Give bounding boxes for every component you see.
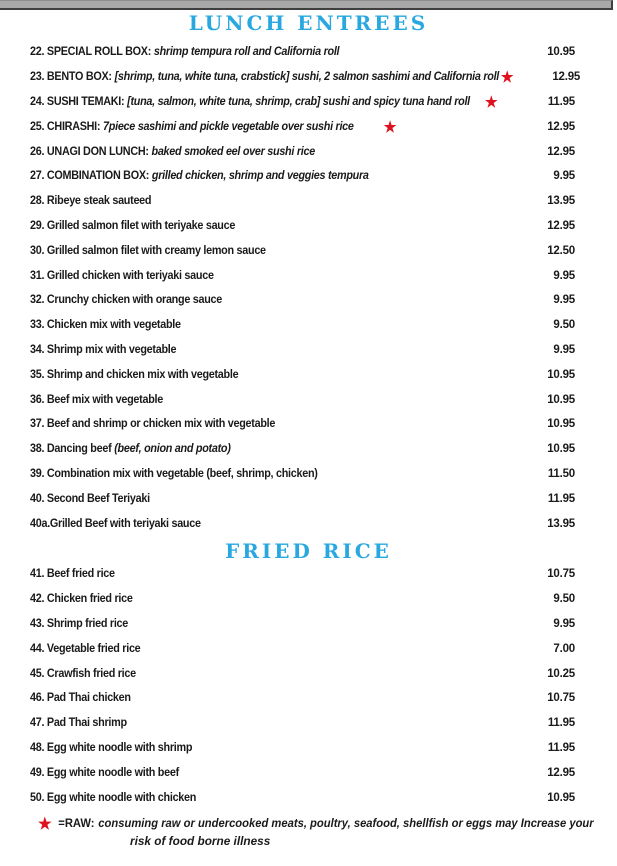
menu-item-text [30,245,508,257]
menu-item-price: 9.95 [553,269,575,282]
menu-item-row [30,437,575,462]
menu-item-text [30,118,508,136]
menu-item-row [30,612,575,637]
raw-footnote [38,815,597,849]
menu-item-row [30,462,575,487]
menu-item-name: 36. Beef mix with vegetable [30,393,163,406]
menu-item-price: 9.95 [553,617,575,630]
menu-item-text [30,692,508,704]
menu-item-row [30,189,575,214]
menu-item-price: 13.95 [547,517,575,530]
menu-item-row [30,65,581,90]
menu-item-name: 28. Ribeye steak sauteed [30,195,152,208]
menu-item-row [30,214,575,239]
lunch-entrees-list [30,40,581,536]
menu-item-price: 9.95 [553,343,575,356]
menu-item-name: 43. Shrimp fried rice [30,617,129,630]
menu-item-row [30,686,575,711]
menu-item-name: 35. Shrimp and chicken mix with vegetable [30,368,239,381]
menu-item-text [30,717,508,729]
menu-item-price: 11.95 [547,717,575,730]
menu-item-price: 10.95 [547,368,575,381]
menu-item-price: 11.95 [547,492,575,505]
menu-item-text [30,418,508,430]
menu-item-price: 12.95 [547,145,575,158]
menu-item-price: 12.95 [547,120,575,133]
menu-item-row [30,288,575,313]
menu-item-text [30,294,508,306]
raw-star-icon: ★ [38,815,52,833]
menu-item-name: 25. CHIRASHI: [30,120,101,133]
menu-item-text [30,618,508,630]
menu-item-name: 50. Egg white noodle with chicken [30,791,197,804]
menu-item-name: 27. COMBINATION BOX: [30,170,150,183]
menu-item-row [30,587,575,612]
menu-item-name: 49. Egg white noodle with beef [30,766,179,779]
menu-item-row [30,362,575,387]
menu-item-price: 9.95 [553,294,575,307]
menu-item-name: 41. Beef fried rice [30,568,115,581]
menu-item-row [30,338,575,363]
menu-item-name: 26. UNAGI DON LUNCH: [30,145,149,158]
page-top-border [0,0,613,10]
menu-item-price: 10.75 [547,692,575,705]
menu-item-price: 10.95 [547,443,575,456]
menu-item-row [30,785,575,810]
raw-star-icon: ★ [484,93,498,111]
menu-item-price: 12.50 [547,244,575,257]
menu-item-price: 10.75 [547,568,575,581]
menu-item-text [30,593,508,605]
menu-item-row [30,90,575,115]
menu-item-description: grilled chicken, shrimp and veggies tempura [151,170,369,183]
menu-item-price: 10.95 [547,791,575,804]
menu-item-row [30,486,575,511]
menu-item-text [30,742,508,754]
raw-footnote-label: =RAW: [58,815,95,830]
menu-item-text [30,146,508,158]
menu-item-price: 9.50 [553,593,575,606]
menu-item-row [30,40,575,65]
raw-footnote-line1 [38,815,594,833]
menu-item-name: 46. Pad Thai chicken [30,692,131,705]
menu-item-text [30,568,508,580]
menu-item-row [30,164,575,189]
menu-item-row [30,114,575,139]
menu-item-text [30,792,508,804]
menu-item-text [30,93,508,111]
menu-item-text [30,668,508,680]
menu-item-description: (beef, onion and potato) [114,443,231,456]
raw-star-icon: ★ [500,69,514,87]
menu-item-price: 9.95 [553,170,575,183]
menu-item-text [30,369,508,381]
menu-item-name: 48. Egg white noodle with shrimp [30,741,193,754]
menu-item-name: 42. Chicken fried rice [30,593,133,606]
menu-content [0,10,617,849]
menu-item-text [30,643,508,655]
menu-item-price: 10.95 [547,393,575,406]
menu-item-price: 7.00 [553,642,575,655]
menu-item-text [30,767,508,779]
menu-item-row [30,562,575,587]
menu-item-row [30,760,575,785]
menu-item-price: 12.95 [547,219,575,232]
menu-item-text [30,493,508,505]
menu-item-text [30,319,508,331]
raw-star-icon: ★ [383,118,397,136]
section-title-lunch-entrees: LUNCH ENTREES [188,11,429,35]
menu-item-row [30,387,575,412]
menu-item-row [30,238,575,263]
raw-footnote-line2: risk of food borne illness [130,833,271,848]
menu-item-price: 11.50 [547,467,575,480]
menu-item-name: 33. Chicken mix with vegetable [30,319,181,332]
menu-item-row [30,511,575,536]
menu-item-text [30,220,508,232]
menu-item-name: 23. BENTO BOX: [30,71,112,84]
menu-item-row [30,313,575,338]
menu-item-price: 13.95 [547,195,575,208]
menu-item-name: 44. Vegetable fried rice [30,642,141,655]
menu-item-name: 29. Grilled salmon filet with teriyake sauce [30,219,236,232]
menu-item-row [30,711,575,736]
menu-item-name: 37. Beef and shrimp or chicken mix with vegetable [30,418,276,431]
menu-item-row [30,661,575,686]
menu-item-description: shrimp tempura roll and California roll [153,46,340,59]
menu-item-name: 40. Second Beef Teriyaki [30,492,150,505]
menu-item-row [30,736,575,761]
menu-item-name: 45. Crawfish fried rice [30,667,136,680]
menu-item-text [30,170,508,182]
menu-item-row [30,263,575,288]
menu-item-price: 10.25 [547,667,575,680]
section-title-fried-rice: FRIED RICE [225,538,392,563]
menu-item-name: 31. Grilled chicken with teriyaki sauce [30,269,214,282]
menu-item-name: 34. Shrimp mix with vegetable [30,343,177,356]
menu-item-text [30,468,508,480]
menu-item-description: 7piece sashimi and pickle vegetable over sushi rice [103,120,354,133]
menu-item-text [30,344,508,356]
menu-item-name: 32. Crunchy chicken with orange sauce [30,294,223,307]
menu-item-text [30,195,508,207]
menu-item-name: 22. SPECIAL ROLL BOX: [30,46,152,59]
menu-item-price: 10.95 [547,46,575,59]
menu-item-price: 11.95 [547,741,575,754]
menu-item-description: [shrimp, tuna, white tuna, crabstick] sushi, 2 salmon sashimi and California roll [114,71,500,84]
menu-item-name: 38. Dancing beef [30,443,112,456]
menu-item-name: 30. Grilled salmon filet with creamy lemon sauce [30,244,266,257]
fried-rice-list [30,562,575,810]
menu-item-price: 10.95 [547,418,575,431]
menu-item-text [30,270,508,282]
menu-item-row [30,139,575,164]
menu-item-price: 12.95 [547,766,575,779]
raw-footnote-text: consuming raw or undercooked meats, poultry, seafood, shellfish or eggs may Increase your [98,815,594,830]
menu-item-price: 9.50 [553,319,575,332]
menu-item-text [30,518,508,530]
menu-item-row [30,636,575,661]
menu-item-description: baked smoked eel over sushi rice [151,145,315,158]
menu-item-description: [tuna, salmon, white tuna, shrimp, crab] sushi and spicy tuna hand roll [127,95,470,108]
menu-item-row [30,412,575,437]
menu-item-name: 47. Pad Thai shrimp [30,717,127,730]
menu-item-text [30,69,514,87]
menu-item-name: 24. SUSHI TEMAKI: [30,95,125,108]
menu-item-text [30,394,508,406]
menu-item-text [30,46,508,58]
menu-item-price: 11.95 [547,95,575,108]
menu-item-text [30,443,508,455]
menu-item-name: 40a.Grilled Beef with teriyaki sauce [30,517,201,530]
menu-item-price: 12.95 [552,71,581,84]
menu-item-name: 39. Combination mix with vegetable (beef, shrimp, chicken) [30,467,318,480]
